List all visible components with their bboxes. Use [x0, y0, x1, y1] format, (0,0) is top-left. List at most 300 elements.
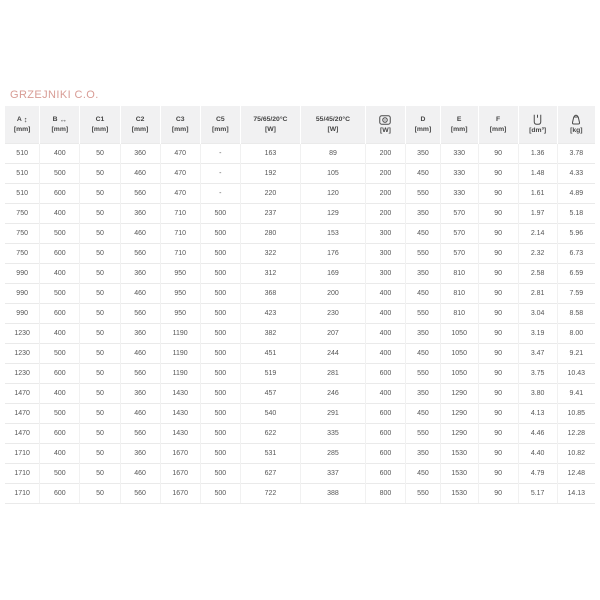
table-cell: 90 [478, 184, 518, 204]
table-cell: 300 [365, 264, 405, 284]
table-cell: 2.32 [518, 244, 557, 264]
table-cell: 1290 [440, 404, 478, 424]
col-label: A [16, 116, 22, 123]
table-cell: 600 [40, 184, 80, 204]
table-cell: 470 [160, 144, 200, 164]
table-cell: 50 [80, 484, 120, 504]
table-cell: 1710 [5, 484, 40, 504]
table-cell: 600 [40, 484, 80, 504]
table-cell: 90 [478, 324, 518, 344]
table-cell: 90 [478, 304, 518, 324]
table-cell: 90 [478, 444, 518, 464]
table-cell: 169 [301, 264, 366, 284]
electric-heater-icon [379, 115, 391, 125]
table-row [5, 444, 595, 464]
table-cell: 460 [120, 164, 160, 184]
table-cell: 950 [160, 304, 200, 324]
table-cell: 2.81 [518, 284, 557, 304]
col-unit: [mm] [51, 126, 69, 133]
table-row [5, 264, 595, 284]
table-cell: 50 [80, 404, 120, 424]
table-cell: 200 [365, 164, 405, 184]
table-cell: 710 [160, 224, 200, 244]
table-cell: 3.75 [518, 364, 557, 384]
table-cell: 230 [301, 304, 366, 324]
table-cell: 50 [80, 304, 120, 324]
col-label: C1 [95, 116, 105, 123]
table-cell: 50 [80, 284, 120, 304]
table-cell: 1430 [160, 424, 200, 444]
table-cell: 1470 [5, 424, 40, 444]
col-header-e [440, 106, 478, 144]
table-cell: 510 [5, 164, 40, 184]
table-cell: 50 [80, 164, 120, 184]
table-cell: 550 [406, 424, 441, 444]
table-cell: 560 [120, 304, 160, 324]
table-cell: 10.85 [557, 404, 595, 424]
table-cell: 50 [80, 264, 120, 284]
table-cell: 322 [240, 244, 300, 264]
table-cell: 500 [200, 244, 240, 264]
table-cell: 1190 [160, 344, 200, 364]
table-row [5, 304, 595, 324]
table-cell: 550 [406, 484, 441, 504]
table-cell: 1670 [160, 484, 200, 504]
table-cell: 1430 [160, 384, 200, 404]
table-cell: 350 [406, 144, 441, 164]
table-cell: 8.00 [557, 324, 595, 344]
table-cell: 560 [120, 484, 160, 504]
height-arrow-icon: ↕ [23, 115, 28, 124]
col-header-a [5, 106, 40, 144]
header-row [5, 106, 595, 144]
table-cell: 300 [365, 244, 405, 264]
table-cell: 1.97 [518, 204, 557, 224]
table-cell: 500 [200, 304, 240, 324]
table-cell: 360 [120, 204, 160, 224]
table-cell: 500 [200, 264, 240, 284]
col-header-kg [557, 106, 595, 144]
table-cell: 560 [120, 424, 160, 444]
table-cell: 90 [478, 464, 518, 484]
table-cell: 423 [240, 304, 300, 324]
table-cell: 1230 [5, 364, 40, 384]
table-cell: 163 [240, 144, 300, 164]
table-cell: 460 [120, 344, 160, 364]
table-cell: 2.14 [518, 224, 557, 244]
table-cell: 90 [478, 244, 518, 264]
table-cell: 400 [40, 324, 80, 344]
table-cell: 360 [120, 324, 160, 344]
col-header-vol [518, 106, 557, 144]
table-cell: 400 [365, 304, 405, 324]
table-cell: 990 [5, 304, 40, 324]
table-cell: 1430 [160, 404, 200, 424]
table-cell: 550 [406, 304, 441, 324]
table-cell: 1710 [5, 464, 40, 484]
table-cell: 50 [80, 344, 120, 364]
table-cell: 90 [478, 224, 518, 244]
table-cell: 560 [120, 244, 160, 264]
table-cell: 1230 [5, 344, 40, 364]
col-unit: [W] [264, 126, 276, 133]
table-cell: 1670 [160, 464, 200, 484]
table-cell: 388 [301, 484, 366, 504]
table-cell: 237 [240, 204, 300, 224]
table-cell: 550 [406, 184, 441, 204]
table-cell: 2.58 [518, 264, 557, 284]
table-cell: 4.79 [518, 464, 557, 484]
table-cell: 4.46 [518, 424, 557, 444]
table-cell: 470 [160, 184, 200, 204]
table-row [5, 424, 595, 444]
table-cell: 450 [406, 464, 441, 484]
col-header-c5 [200, 106, 240, 144]
table-cell: 330 [440, 184, 478, 204]
table-cell: 90 [478, 204, 518, 224]
table-row [5, 344, 595, 364]
table-cell: 90 [478, 164, 518, 184]
table-cell: 335 [301, 424, 366, 444]
table-cell: 4.40 [518, 444, 557, 464]
radiator-spec-table [5, 106, 595, 504]
table-cell: 1530 [440, 484, 478, 504]
table-cell: 207 [301, 324, 366, 344]
table-cell: 600 [365, 364, 405, 384]
table-cell: 3.78 [557, 144, 595, 164]
table-cell: 368 [240, 284, 300, 304]
table-cell: 600 [365, 444, 405, 464]
table-cell: 90 [478, 144, 518, 164]
table-cell: 531 [240, 444, 300, 464]
table-cell: 50 [80, 444, 120, 464]
table-row [5, 144, 595, 164]
table-cell: 200 [301, 284, 366, 304]
table-cell: 470 [160, 164, 200, 184]
col-label: B [52, 116, 58, 123]
col-label: C2 [135, 116, 145, 123]
table-row [5, 164, 595, 184]
table-cell: 200 [365, 184, 405, 204]
table-cell: 1470 [5, 384, 40, 404]
col-unit: [W] [379, 126, 391, 134]
table-cell: 7.59 [557, 284, 595, 304]
table-cell: 400 [40, 444, 80, 464]
table-cell: 1.48 [518, 164, 557, 184]
table-row [5, 284, 595, 304]
table-cell: 950 [160, 284, 200, 304]
table-cell: 382 [240, 324, 300, 344]
table-cell: 1530 [440, 444, 478, 464]
table-cell: 810 [440, 304, 478, 324]
col-header-w5545 [301, 106, 366, 144]
table-cell: 5.96 [557, 224, 595, 244]
table-cell: 350 [406, 264, 441, 284]
table-cell: 350 [406, 204, 441, 224]
table-cell: 90 [478, 264, 518, 284]
table-cell: 450 [406, 344, 441, 364]
table-cell: 50 [80, 464, 120, 484]
table-cell: 50 [80, 384, 120, 404]
table-cell: 510 [5, 184, 40, 204]
table-cell: 990 [5, 284, 40, 304]
table-row [5, 384, 595, 404]
table-cell: 8.58 [557, 304, 595, 324]
table-cell: 4.13 [518, 404, 557, 424]
table-cell: 4.33 [557, 164, 595, 184]
table-cell: 300 [365, 224, 405, 244]
table-cell: 50 [80, 424, 120, 444]
table-cell: 176 [301, 244, 366, 264]
table-cell: 570 [440, 204, 478, 224]
table-cell: 500 [200, 344, 240, 364]
table-cell: 451 [240, 344, 300, 364]
table-cell: 350 [406, 444, 441, 464]
table-cell: 50 [80, 244, 120, 264]
table-cell: 750 [5, 204, 40, 224]
table-cell: 400 [365, 344, 405, 364]
table-cell: 622 [240, 424, 300, 444]
table-cell: 560 [120, 364, 160, 384]
table-cell: 500 [200, 204, 240, 224]
col-label: 55/45/20°C [315, 116, 350, 123]
table-cell: 14.13 [557, 484, 595, 504]
table-row [5, 184, 595, 204]
table-cell: 457 [240, 384, 300, 404]
table-cell: 500 [40, 164, 80, 184]
table-cell: 50 [80, 204, 120, 224]
table-cell: 192 [240, 164, 300, 184]
table-cell: 1050 [440, 364, 478, 384]
table-cell: 90 [478, 284, 518, 304]
table-cell: 500 [200, 464, 240, 484]
col-unit: [mm] [450, 126, 468, 133]
table-cell: 10.43 [557, 364, 595, 384]
table-cell: 9.41 [557, 384, 595, 404]
table-cell: 600 [40, 424, 80, 444]
table-row [5, 324, 595, 344]
table-cell: 810 [440, 284, 478, 304]
table-cell: 3.80 [518, 384, 557, 404]
col-header-f [478, 106, 518, 144]
table-cell: 3.19 [518, 324, 557, 344]
table-cell: 810 [440, 264, 478, 284]
table-cell: 1230 [5, 324, 40, 344]
table-cell: 500 [200, 404, 240, 424]
table-cell: 90 [478, 344, 518, 364]
table-cell: 550 [406, 244, 441, 264]
table-cell: 710 [160, 204, 200, 224]
col-label: F [496, 116, 501, 123]
table-cell: 50 [80, 324, 120, 344]
table-cell: 570 [440, 224, 478, 244]
table-cell: 450 [406, 284, 441, 304]
table-row [5, 204, 595, 224]
col-header-w7565 [240, 106, 300, 144]
table-cell: 1670 [160, 444, 200, 464]
table-cell: 1.36 [518, 144, 557, 164]
table-cell: 6.73 [557, 244, 595, 264]
col-label: C3 [175, 116, 185, 123]
table-cell: 246 [301, 384, 366, 404]
table-cell: 90 [478, 424, 518, 444]
table-cell: 360 [120, 264, 160, 284]
table-cell: 1050 [440, 344, 478, 364]
table-cell: 500 [200, 384, 240, 404]
table-cell: 460 [120, 284, 160, 304]
table-cell: 360 [120, 144, 160, 164]
table-cell: 291 [301, 404, 366, 424]
col-label: C5 [215, 116, 225, 123]
table-cell: 627 [240, 464, 300, 484]
table-cell: 12.28 [557, 424, 595, 444]
table-cell: 500 [40, 344, 80, 364]
table-cell: 750 [5, 224, 40, 244]
col-header-c1 [80, 106, 120, 144]
table-cell: 3.47 [518, 344, 557, 364]
table-cell: 5.17 [518, 484, 557, 504]
table-cell: - [200, 164, 240, 184]
col-header-d [406, 106, 441, 144]
table-cell: 600 [365, 424, 405, 444]
col-unit: [mm] [171, 126, 189, 133]
table-cell: 600 [40, 364, 80, 384]
table-cell: 120 [301, 184, 366, 204]
table-cell: 550 [406, 364, 441, 384]
table-cell: 281 [301, 364, 366, 384]
table-cell: 500 [200, 324, 240, 344]
table-cell: 1470 [5, 404, 40, 424]
col-unit: [mm] [91, 126, 109, 133]
table-cell: 722 [240, 484, 300, 504]
table-cell: 153 [301, 224, 366, 244]
table-cell: 500 [40, 284, 80, 304]
table-cell: 280 [240, 224, 300, 244]
table-cell: 500 [200, 364, 240, 384]
table-cell: 105 [301, 164, 366, 184]
table-cell: 12.48 [557, 464, 595, 484]
table-cell: 220 [240, 184, 300, 204]
table-cell: 1190 [160, 364, 200, 384]
table-cell: 460 [120, 224, 160, 244]
table-cell: 400 [40, 144, 80, 164]
table-cell: 5.18 [557, 204, 595, 224]
water-volume-icon [533, 114, 542, 125]
table-cell: 400 [365, 284, 405, 304]
table-cell: - [200, 184, 240, 204]
table-cell: 3.04 [518, 304, 557, 324]
table-cell: 500 [200, 284, 240, 304]
col-header-c3 [160, 106, 200, 144]
table-cell: 560 [120, 184, 160, 204]
table-cell: 1.61 [518, 184, 557, 204]
table-cell: 9.21 [557, 344, 595, 364]
width-arrow-icon: ↔ [59, 115, 68, 124]
table-cell: 450 [406, 404, 441, 424]
table-cell: 129 [301, 204, 366, 224]
table-cell: 50 [80, 364, 120, 384]
table-cell: 200 [365, 204, 405, 224]
col-unit: [mm] [211, 126, 229, 133]
table-cell: 500 [40, 464, 80, 484]
table-cell: 1050 [440, 324, 478, 344]
table-row [5, 484, 595, 504]
table-cell: 330 [440, 144, 478, 164]
col-unit: [dm³] [529, 127, 547, 134]
table-cell: - [200, 144, 240, 164]
table-cell: 750 [5, 244, 40, 264]
weight-icon [571, 114, 581, 125]
table-cell: 50 [80, 224, 120, 244]
col-unit: [mm] [13, 126, 31, 133]
table-cell: 50 [80, 184, 120, 204]
table-cell: 540 [240, 404, 300, 424]
table-cell: 350 [406, 384, 441, 404]
table-cell: 450 [406, 164, 441, 184]
col-header-c2 [120, 106, 160, 144]
table-body [5, 144, 595, 504]
table-cell: 800 [365, 484, 405, 504]
table-cell: 570 [440, 244, 478, 264]
table-cell: 500 [200, 224, 240, 244]
table-cell: 600 [365, 464, 405, 484]
table-cell: 90 [478, 484, 518, 504]
table-cell: 600 [40, 244, 80, 264]
table-cell: 500 [200, 444, 240, 464]
table-cell: 500 [200, 484, 240, 504]
col-header-wel [365, 106, 405, 144]
table-cell: 500 [200, 424, 240, 444]
col-label: E [456, 116, 462, 123]
table-cell: 360 [120, 384, 160, 404]
table-row [5, 464, 595, 484]
table-cell: 360 [120, 444, 160, 464]
col-unit: [kg] [570, 127, 583, 134]
table-cell: 1290 [440, 424, 478, 444]
table-cell: 4.89 [557, 184, 595, 204]
table-cell: 1190 [160, 324, 200, 344]
col-unit: [mm] [489, 126, 507, 133]
table-cell: 1530 [440, 464, 478, 484]
table-cell: 519 [240, 364, 300, 384]
table-cell: 460 [120, 464, 160, 484]
col-unit: [mm] [131, 126, 149, 133]
table-cell: 710 [160, 244, 200, 264]
col-label: D [420, 116, 426, 123]
table-cell: 244 [301, 344, 366, 364]
col-header-b [40, 106, 80, 144]
table-cell: 500 [40, 224, 80, 244]
table-cell: 400 [40, 204, 80, 224]
table-cell: 90 [478, 384, 518, 404]
table-row [5, 404, 595, 424]
table-cell: 400 [40, 264, 80, 284]
table-cell: 510 [5, 144, 40, 164]
table-cell: 950 [160, 264, 200, 284]
col-label: 75/65/20°C [253, 116, 288, 123]
col-unit: [mm] [414, 126, 432, 133]
table-cell: 200 [365, 144, 405, 164]
table-cell: 1710 [5, 444, 40, 464]
table-cell: 400 [40, 384, 80, 404]
table-cell: 10.82 [557, 444, 595, 464]
table-cell: 89 [301, 144, 366, 164]
table-cell: 330 [440, 164, 478, 184]
table-cell: 312 [240, 264, 300, 284]
table-row [5, 364, 595, 384]
table-cell: 990 [5, 264, 40, 284]
table-cell: 400 [365, 384, 405, 404]
